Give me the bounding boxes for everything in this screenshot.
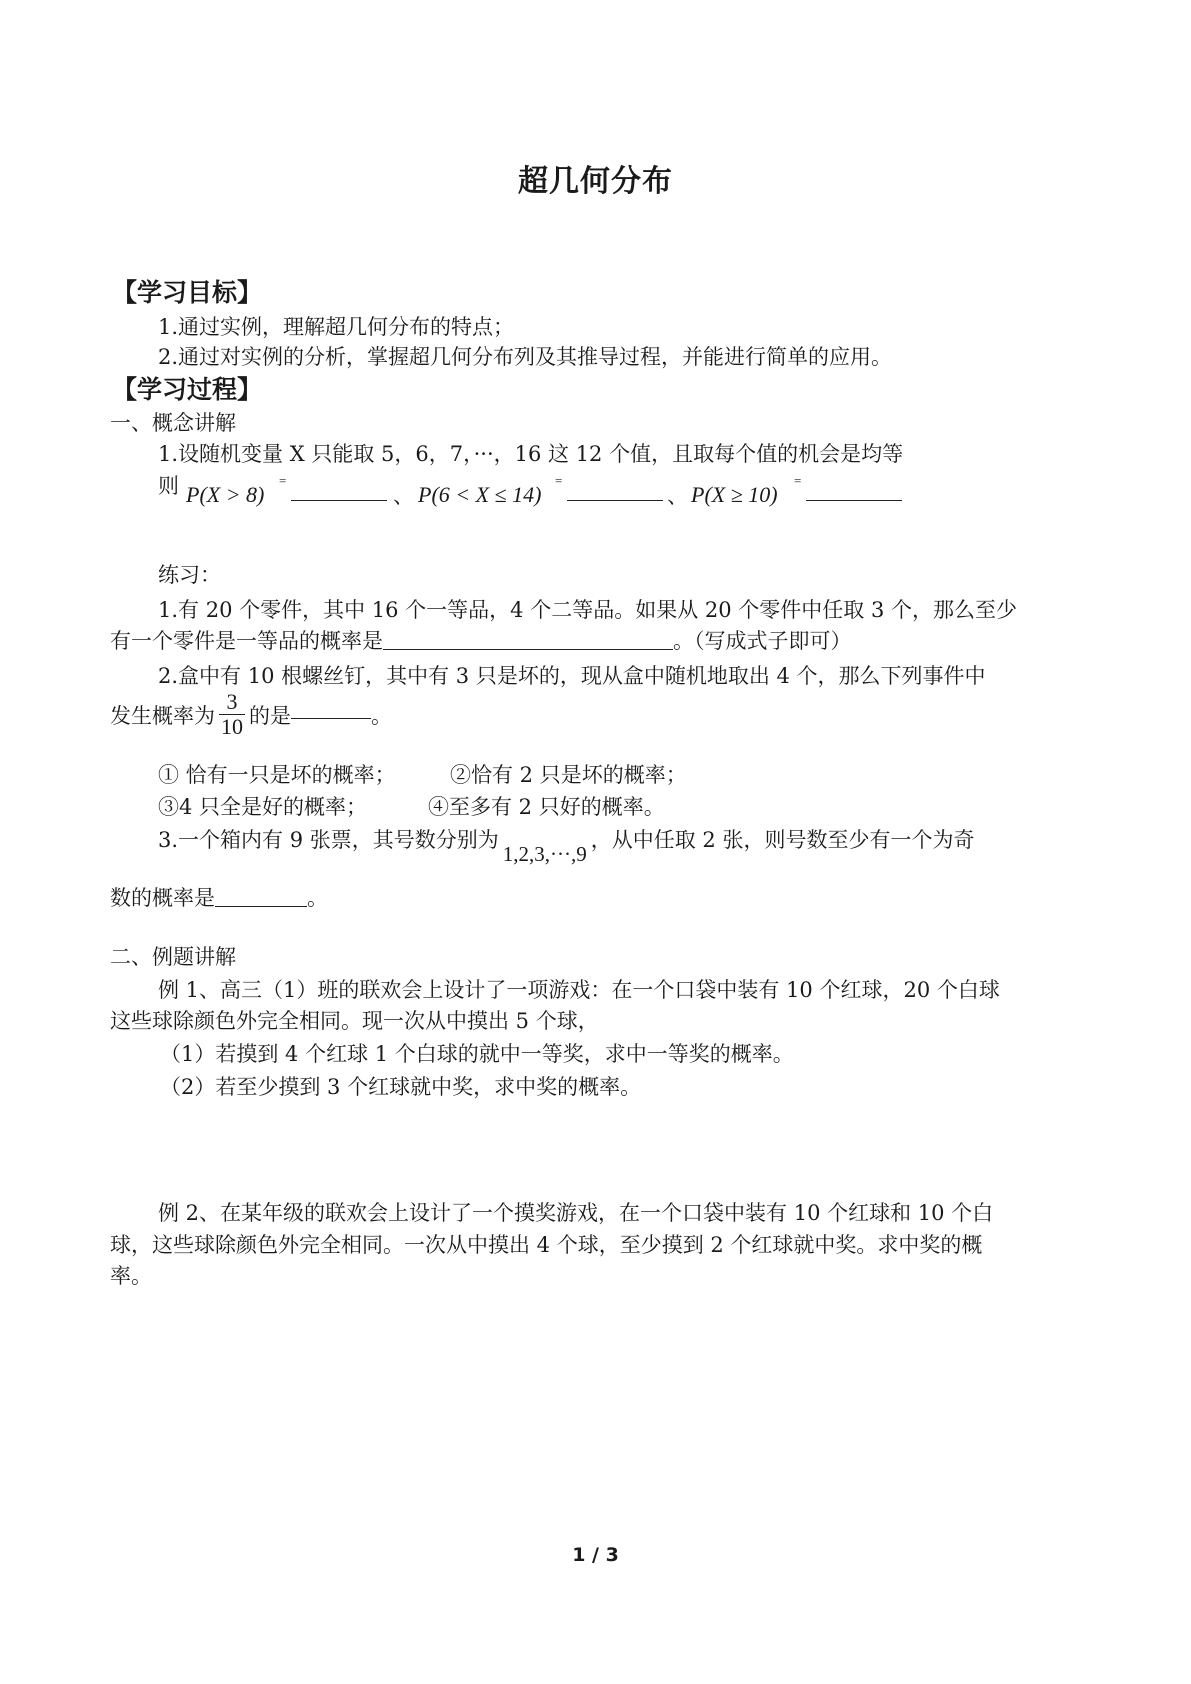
example1-line2: 这些球除颜色外完全相同。现一次从中摸出 5 个球， [110, 1009, 599, 1033]
fraction-3-10 [219, 690, 245, 739]
practice-q3-text: 3.一个箱内有 9 张票，其号数分别为 [158, 828, 499, 852]
practice-q1-line2 [110, 625, 852, 655]
fraction-numerator: 3 [226, 689, 238, 714]
blank-2[interactable] [567, 489, 663, 508]
practice-q1-text: 有一个零件是一等品的概率是 [110, 629, 383, 653]
practice-q3-blank[interactable] [215, 905, 307, 907]
objective-item-1: 1.通过实例，理解超几何分布的特点； [158, 315, 515, 339]
option-a: ① 恰有一只是坏的概率； [158, 763, 396, 787]
practice-q2-mid: 的是 [249, 703, 291, 728]
equals-sign-2: = [555, 473, 563, 488]
practice-q3-rest: ，从中任取 2 张，则号数至少有一个为奇 [590, 828, 975, 852]
practice-q1-note: 。（写成式子即可） [673, 629, 852, 653]
equals-sign-3: = [794, 473, 802, 488]
practice-q3-line1 [158, 824, 975, 866]
blank-1[interactable] [291, 489, 387, 508]
practice-q1-blank[interactable] [383, 648, 673, 650]
fraction-denominator: 10 [221, 714, 243, 739]
blank-3[interactable] [806, 489, 902, 508]
example2-line2: 球，这些球除颜色外完全相同。一次从中摸出 4 个球，至少摸到 2 个红球就中奖。求中奖的概 [110, 1233, 983, 1257]
example2-line1: 例 2、在某年级的联欢会上设计了一个摸奖游戏，在一个口袋中装有 10 个红球和 10 个白 [158, 1201, 994, 1225]
example2-line3: 率。 [110, 1264, 152, 1288]
practice-q2-text: 发生概率为 [110, 703, 215, 728]
option-b: ②恰有 2 只是坏的概率； [450, 763, 687, 787]
ticket-sequence: 1,2,3,···,9 [502, 842, 587, 866]
option-c: ③4 只全是好的概率； [158, 795, 368, 819]
option-d: ④至多有 2 只好的概率。 [428, 795, 665, 819]
section2-title: 二、例题讲解 [110, 945, 236, 969]
practice-q3-line2 [110, 882, 328, 912]
practice-q3-end: 。 [307, 886, 328, 910]
practice-q2-end: 。 [371, 703, 392, 728]
concept-line: 1.设随机变量 X 只能取 5，6，7，···，16 这 12 个值，且取每个值的机会是均等 [158, 442, 904, 466]
practice-label: 练习： [158, 563, 221, 587]
equation-p-x-ge-10: P(X ≥ 10) [691, 482, 778, 507]
page-number: 1 / 3 [572, 1544, 619, 1566]
practice-q2-blank[interactable] [291, 717, 371, 719]
separator-1: 、 [393, 484, 414, 508]
practice-q2-line1: 2.盒中有 10 根螺丝钉，其中有 3 只是坏的，现从盒中随机地取出 4 个，那么下列事件中 [158, 664, 986, 688]
example1-line1: 例 1、高三（1）班的联欢会上设计了一项游戏：在一个口袋中装有 10 个红球，20 个白球 [158, 978, 1000, 1002]
page-title: 超几何分布 [518, 164, 673, 199]
practice-q1-line1: 1.有 20 个零件，其中 16 个一等品，4 个二等品。如果从 20 个零件中任取 3 个，那么至少 [158, 598, 1017, 622]
section1-title: 一、概念讲解 [110, 411, 236, 435]
objectives-heading: 【学习目标】 [112, 278, 263, 307]
practice-q3-text2: 数的概率是 [110, 886, 215, 910]
equation-p-6-lt-x-le-14: P(6 < X ≤ 14) [418, 482, 542, 507]
practice-q2-line2 [110, 690, 392, 739]
process-heading: 【学习过程】 [112, 375, 263, 404]
equation-p-x-gt-8: P(X > 8) [186, 482, 265, 507]
ze-label: 则 [158, 474, 179, 498]
example1-part2: （2）若至少摸到 3 个红球就中奖，求中奖的概率。 [160, 1075, 642, 1099]
example1-part1: （1）若摸到 4 个红球 1 个白球的就中一等奖，求中一等奖的概率。 [160, 1042, 794, 1066]
separator-2: 、 [667, 484, 688, 508]
equals-sign-1: = [279, 473, 287, 488]
objective-item-2: 2.通过对实例的分析，掌握超几何分布列及其推导过程，并能进行简单的应用。 [158, 345, 893, 369]
